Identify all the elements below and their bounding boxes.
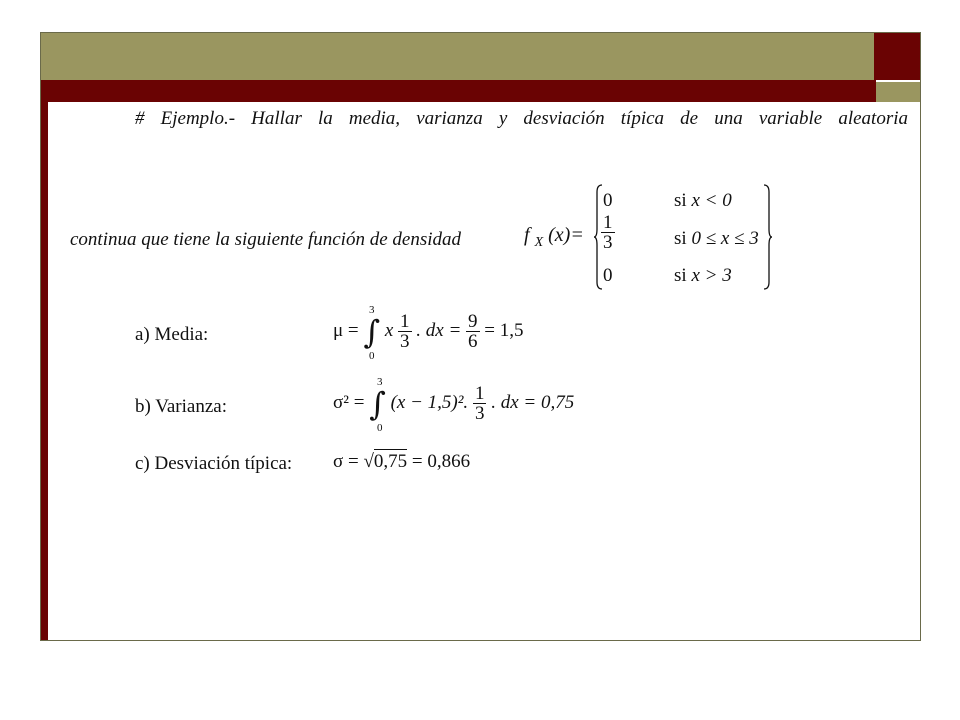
media-upper-limit: 3 (369, 304, 375, 316)
media-label: a) Media: (135, 324, 209, 345)
varianza-upper-limit: 3 (377, 376, 383, 388)
density-f: f (524, 224, 530, 246)
integral-icon: ∫ (369, 384, 386, 423)
case-2-num: 1 (603, 212, 613, 233)
case-2-value (601, 213, 615, 252)
media-f2-num: 9 (468, 311, 478, 332)
media-f1-num: 1 (400, 311, 410, 332)
varianza-f-num: 1 (474, 383, 485, 404)
case-2-den: 3 (603, 232, 613, 253)
media-lower-limit: 0 (369, 350, 375, 362)
varianza-result: . dx = 0,75 (491, 391, 575, 413)
right-brace (763, 184, 773, 290)
integral-icon: ∫ (363, 312, 381, 351)
varianza-label: b) Varianza: (135, 396, 227, 417)
varianza-f-den: 3 (474, 403, 485, 424)
statement-line-2: continua que tiene la siguiente función de densidad (70, 229, 462, 250)
case-1-cond: x < 0 (691, 190, 732, 211)
desviacion-radicand: 0,75 (373, 451, 408, 472)
media-x: x (384, 319, 394, 341)
varianza-lhs: σ² = (333, 391, 365, 413)
media-result: = 1,5 (484, 319, 524, 341)
media-lhs: μ = (333, 319, 359, 341)
media-f2-den: 6 (468, 331, 478, 352)
density-arg: (x)= (548, 224, 584, 246)
case-3-si: si (674, 265, 687, 286)
case-1-value: 0 (603, 190, 613, 211)
desviacion-result: = 0,866 (411, 451, 471, 472)
case-2-condition (674, 228, 759, 250)
case-3-value: 0 (603, 265, 613, 286)
case-2-cond: 0 ≤ x ≤ 3 (691, 228, 759, 249)
desviacion-formula (333, 451, 470, 473)
desviacion-lhs: σ = √ (333, 451, 374, 472)
desviacion-label: c) Desviación típica: (135, 453, 293, 474)
media-formula (333, 304, 524, 362)
density-subscript: X (534, 235, 544, 250)
varianza-formula (333, 376, 575, 434)
density-lhs (524, 224, 584, 251)
media-f1-den: 3 (400, 331, 410, 352)
case-3-cond: x > 3 (691, 265, 732, 286)
varianza-lower-limit: 0 (377, 422, 383, 434)
case-2-si: si (674, 228, 687, 249)
statement-line-1: # Ejemplo.- Hallar la media, varianza y desviación típica de una variable aleatoria (135, 108, 908, 129)
case-3-condition (674, 265, 732, 287)
case-1-condition (674, 190, 732, 212)
media-dx: . dx = (416, 319, 462, 341)
case-1-si: si (674, 190, 687, 211)
varianza-body: (x − 1,5)². (390, 391, 469, 413)
